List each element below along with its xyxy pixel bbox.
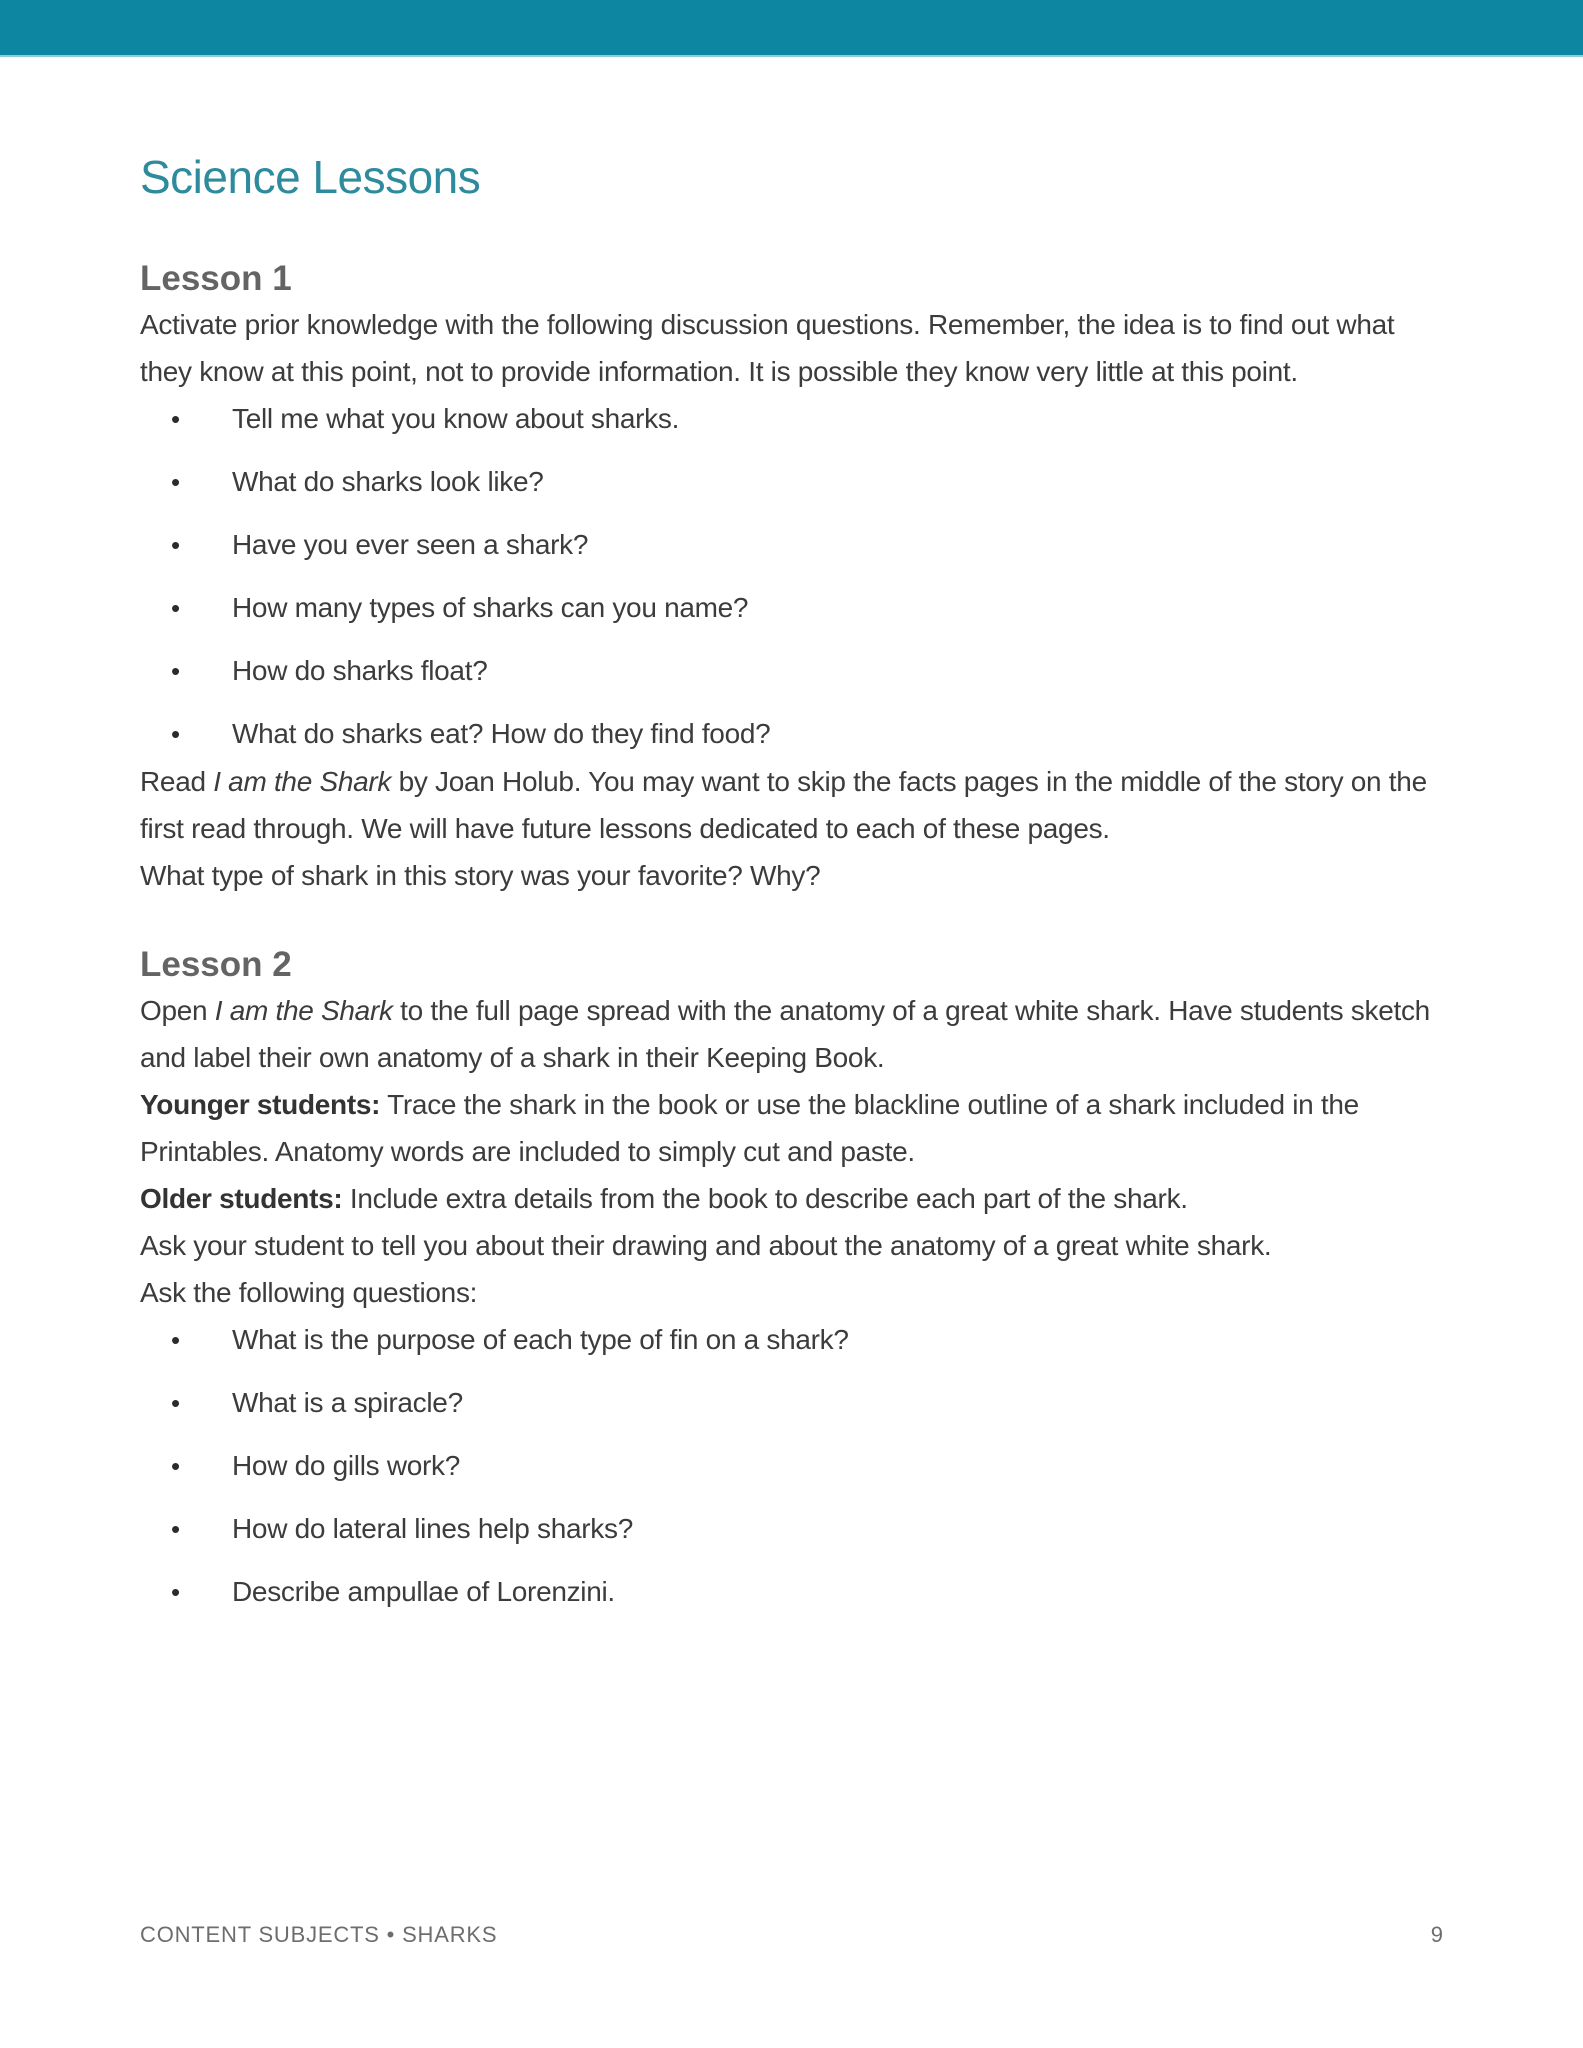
bullet-icon: •	[171, 656, 180, 686]
read-book-paragraph	[140, 758, 1440, 852]
lesson-1-heading: Lesson 1	[140, 259, 292, 298]
text-run: Read	[140, 766, 214, 797]
page-content	[140, 57, 1440, 1616]
footer-breadcrumb: CONTENT SUBJECTS • SHARKS	[140, 1922, 498, 1947]
list-item-text: Tell me what you know about sharks.	[232, 403, 680, 434]
list-item	[140, 1379, 1440, 1427]
list-item	[140, 521, 1440, 569]
bullet-icon: •	[171, 467, 180, 497]
list-item	[140, 1568, 1440, 1616]
favorite-shark-question: What type of shark in this story was your favorite? Why?	[140, 860, 821, 891]
older-students-paragraph	[140, 1175, 1440, 1222]
list-item	[140, 458, 1440, 506]
book-title-italic: I am the Shark	[213, 766, 392, 797]
lesson-1-discussion-questions-list	[140, 395, 1440, 758]
lesson-2-questions-list	[140, 1316, 1440, 1616]
bullet-icon: •	[171, 1325, 180, 1355]
list-item-text: What do sharks eat? How do they find food?	[232, 718, 771, 749]
list-item-text: What do sharks look like?	[232, 466, 544, 497]
younger-students-label: Younger students:	[140, 1089, 381, 1120]
list-item-text: How do sharks float?	[232, 655, 488, 686]
page-number: 9	[1430, 1922, 1443, 1947]
lesson-1-intro-paragraph: Activate prior knowledge with the following discussion questions. Remember, the idea is to find out what they know at this point, not to provide information. It is possible they know very little at this point.	[140, 309, 1395, 387]
list-item	[140, 584, 1440, 632]
list-item	[140, 710, 1440, 758]
bullet-icon: •	[171, 1514, 180, 1544]
list-item-text: What is a spiracle?	[232, 1387, 463, 1418]
list-item-text: How many types of sharks can you name?	[232, 592, 749, 623]
list-item	[140, 1316, 1440, 1364]
list-item-text: Describe ampullae of Lorenzini.	[232, 1576, 615, 1607]
text-run: Trace the shark in the book or use the blackline outline of a shark included in the Printables. Anatomy words are included to simply cut and paste.	[140, 1089, 1359, 1167]
older-students-label: Older students:	[140, 1183, 343, 1214]
bullet-icon: •	[171, 593, 180, 623]
page-footer	[140, 1922, 1443, 1948]
text-run: Include extra details from the book to describe each part of the shark.	[342, 1183, 1188, 1214]
text-run: by Joan Holub. You may want to skip the facts pages in the middle of the story on the first read through. We will have future lessons dedicated to each of these pages.	[140, 766, 1427, 844]
open-book-paragraph	[140, 987, 1440, 1081]
header-accent-bar	[0, 0, 1583, 57]
ask-drawing-paragraph: Ask your student to tell you about their drawing and about the anatomy of a great white shark.	[140, 1230, 1272, 1261]
bullet-icon: •	[171, 1577, 180, 1607]
text-run: to the full page spread with the anatomy of a great white shark. Have students sketch and label their own anatomy of a shark in their Keeping Book.	[140, 995, 1430, 1073]
book-title-italic: I am the Shark	[214, 995, 393, 1026]
bullet-icon: •	[171, 1451, 180, 1481]
list-item	[140, 647, 1440, 695]
list-item	[140, 1442, 1440, 1490]
list-item	[140, 1505, 1440, 1553]
younger-students-paragraph	[140, 1081, 1440, 1175]
list-item-text: What is the purpose of each type of fin on a shark?	[232, 1324, 849, 1355]
bullet-icon: •	[171, 404, 180, 434]
bullet-icon: •	[171, 530, 180, 560]
lesson-2-heading: Lesson 2	[140, 945, 292, 984]
ask-questions-label: Ask the following questions:	[140, 1277, 478, 1308]
list-item-text: How do gills work?	[232, 1450, 461, 1481]
text-run: Open	[140, 995, 215, 1026]
list-item	[140, 395, 1440, 443]
page-title: Science Lessons	[140, 151, 481, 203]
bullet-icon: •	[171, 719, 180, 749]
list-item-text: How do lateral lines help sharks?	[232, 1513, 633, 1544]
bullet-icon: •	[171, 1388, 180, 1418]
list-item-text: Have you ever seen a shark?	[232, 529, 589, 560]
